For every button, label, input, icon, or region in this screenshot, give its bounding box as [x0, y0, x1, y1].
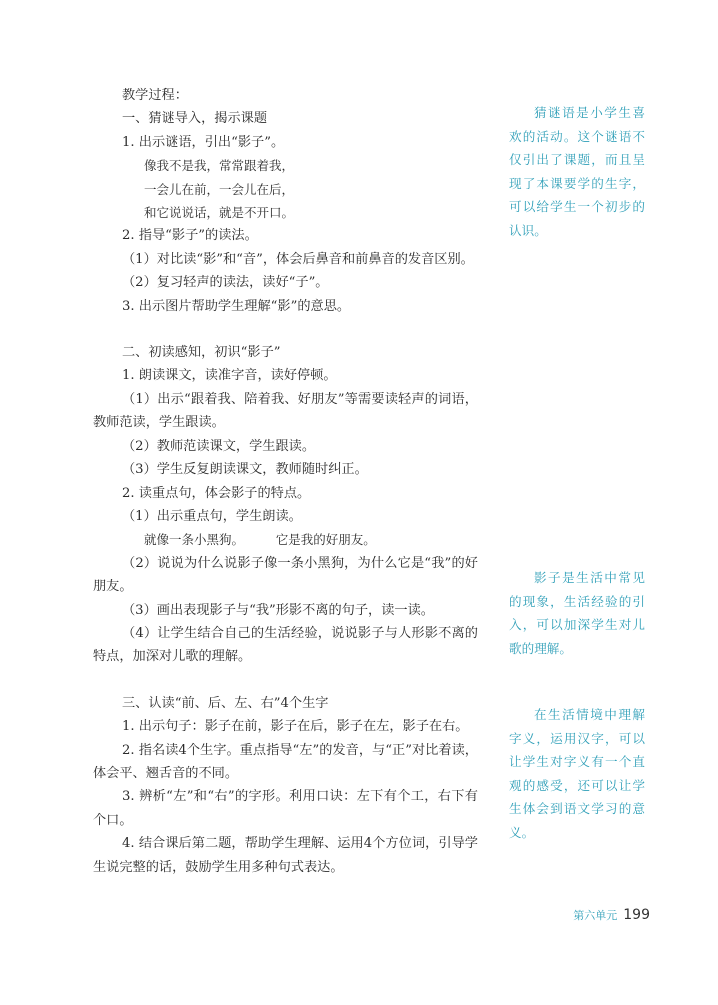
paragraph: （2）复习轻声的读法，读好“子”。	[122, 275, 329, 291]
paragraph: （4）让学生结合自己的生活经验，说说影子与人形影不离的特点，加深对儿歌的理解。	[93, 625, 478, 665]
paragraph: 4. 结合课后第二题，帮助学生理解、运用4个方位词，引导学生说完整的话，鼓励学生用多种句式表达。	[93, 836, 478, 875]
page-number: 199	[623, 907, 650, 923]
riddle-line: 像我不是我，常常跟着我，	[144, 158, 295, 174]
paragraph: （2）教师范读课文，学生跟读。	[122, 438, 316, 454]
section-heading: 教学过程：	[122, 88, 188, 103]
paragraph: （1）出示“跟着我、陪着我、好朋友”等需要读轻声的词语，教师范读，学生跟读。	[93, 391, 478, 431]
margin-note-3: 在生活情境中理解字义，运用汉字，可以让学生对字义有一个直观的感受，还可以让学生体会到语文学习的意义。	[509, 707, 645, 840]
paragraph: 2. 指导“影子”的读法。	[122, 228, 258, 244]
riddle-line: 和它说说话，就是不开口。	[144, 205, 295, 221]
paragraph: 3. 辨析“左”和“右”的字形。利用口诀：左下有个工，右下有个口。	[93, 789, 478, 828]
riddle-line: 一会儿在前，一会儿在后，	[144, 181, 295, 197]
paragraph: 2. 读重点句，体会影子的特点。	[122, 485, 311, 501]
main-text	[93, 84, 478, 879]
paragraph: （2）说说为什么说影子像一条小黑狗，为什么它是“我”的好朋友。	[93, 555, 478, 595]
margin-note-2: 影子是生活中常见的现象，生活经验的引入，可以加深学生对儿歌的理解。	[509, 570, 645, 656]
key-sentence: 就像一条小黑狗。 它是我的好朋友。	[144, 532, 376, 548]
paragraph: （3）学生反复朗读课文，教师随时纠正。	[122, 462, 368, 478]
paragraph: （3）画出表现影子与“我”形影不离的句子，读一读。	[122, 602, 434, 618]
page-footer	[573, 904, 650, 923]
paragraph: 1. 出示句子：影子在前，影子在后，影子在左，影子在右。	[122, 719, 469, 735]
paragraph: 1. 朗读课文，读准字音，读好停顿。	[122, 368, 337, 384]
paragraph: （1）对比读“影”和“音”，体会后鼻音和前鼻音的发音区别。	[122, 251, 474, 267]
section-2-title: 二、初读感知，初识“影子”	[122, 345, 281, 361]
section-1-title: 一、猜谜导入，揭示课题	[122, 111, 268, 127]
paragraph: 1. 出示谜语，引出“影子”。	[122, 134, 285, 150]
unit-label: 第六单元	[573, 909, 618, 922]
paragraph: （1）出示重点句，学生朗读。	[122, 508, 302, 524]
paragraph: 3. 出示图片帮助学生理解“影”的意思。	[122, 298, 351, 314]
section-3-title: 三、认读“前、后、左、右”4个生字	[122, 695, 329, 711]
margin-note-1: 猜谜语是小学生喜欢的活动。这个谜语不仅引出了课题，而且呈现了本课要学的生字，可以给学生一个初步的认识。	[509, 105, 645, 238]
paragraph: 2. 指名读4个生字。重点指导“左”的发音，与“正”对比着读，体会平、翘舌音的不同。	[93, 742, 478, 781]
